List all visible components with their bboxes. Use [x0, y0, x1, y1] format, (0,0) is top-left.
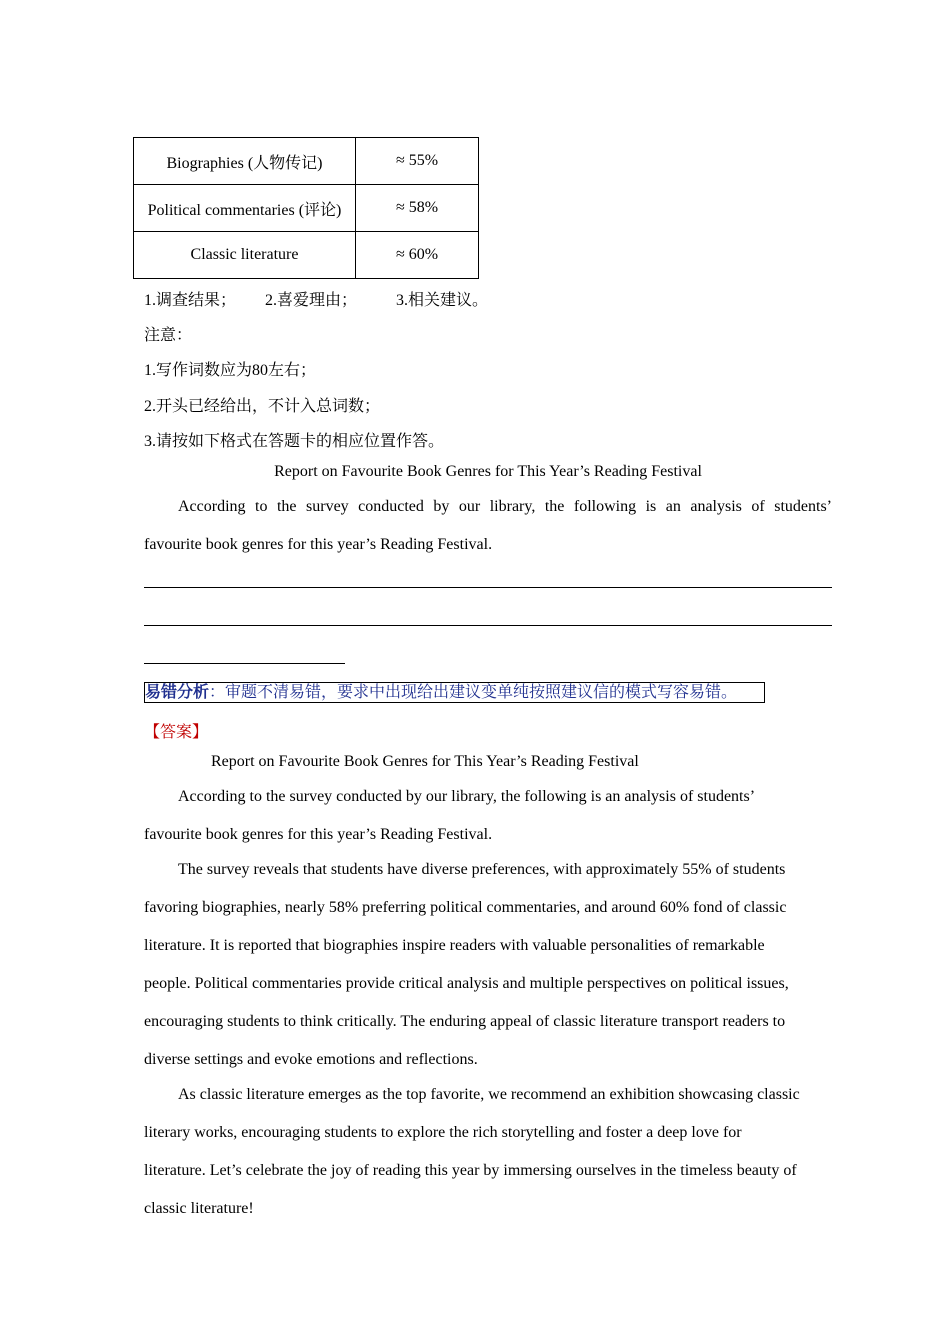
answer-line: As classic literature emerges as the top favorite, we recommend an exhibition showcasing classic [178, 1086, 800, 1103]
answer-blank-line [144, 663, 345, 664]
genre-cell: Biographies (人物传记) [134, 138, 356, 185]
prompt-line: favourite book genres for this year’s Reading Festival. [144, 536, 493, 553]
percent-cell: ≈ 58% [356, 185, 479, 232]
prompt-line: According to the survey conducted by our library, the following is an analysis of students’ [178, 498, 832, 515]
answer-line: favourite book genres for this year’s Reading Festival. [144, 826, 493, 843]
table-row [134, 232, 479, 279]
answer-title: Report on Favourite Book Genres for This Year’s Reading Festival [211, 753, 639, 770]
error-analysis-text: 审题不清易错，要求中出现给出建议变单纯按照建议信的模式写容易错。 [225, 684, 738, 701]
answer-line: literature. It is reported that biographies inspire readers with valuable personalities of remarkable [144, 937, 765, 954]
note-item: 3.请按如下格式在答题卡的相应位置作答。 [144, 433, 445, 450]
table-row [134, 185, 479, 232]
prompt-title: Report on Favourite Book Genres for This Year’s Reading Festival [274, 463, 702, 480]
point-survey-results: 1.调查结果； [144, 292, 237, 309]
answer-line: favoring biographies, nearly 58% preferring political commentaries, and around 60% fond of classic [144, 899, 787, 916]
answer-blank-line [144, 587, 832, 588]
answer-line: The survey reveals that students have diverse preferences, with approximately 55% of students [178, 861, 786, 878]
notes-heading: 注意： [144, 327, 193, 344]
genre-cell: Political commentaries (评论) [134, 185, 356, 232]
error-analysis-colon: ： [209, 684, 226, 701]
error-analysis-label: 易错分析 [145, 684, 210, 701]
note-item: 2.开头已经给出，不计入总词数； [144, 398, 381, 415]
genre-cell: Classic literature [134, 232, 356, 279]
answer-line: literary works, encouraging students to explore the rich storytelling and foster a deep love for [144, 1124, 742, 1141]
answer-line: diverse settings and evoke emotions and reflections. [144, 1051, 478, 1068]
answer-line: encouraging students to think critically. The enduring appeal of classic literature transport readers to [144, 1013, 786, 1030]
error-analysis-box [144, 682, 765, 703]
point-reasons: 2.喜爱理由； [265, 292, 358, 309]
point-suggestions: 3.相关建议。 [396, 292, 489, 309]
answer-line: According to the survey conducted by our library, the following is an analysis of students’ [178, 788, 756, 805]
answer-label: 【答案】 [144, 724, 209, 741]
table-row [134, 138, 479, 185]
answer-line: literature. Let’s celebrate the joy of reading this year by immersing ourselves in the timeless beauty of [144, 1162, 797, 1179]
answer-line: classic literature! [144, 1200, 254, 1217]
genre-table [133, 137, 479, 279]
note-item: 1.写作词数应为80左右； [144, 362, 317, 379]
answer-blank-line [144, 625, 832, 626]
percent-cell: ≈ 55% [356, 138, 479, 185]
answer-line: people. Political commentaries provide critical analysis and multiple perspectives on political issues, [144, 975, 789, 992]
percent-cell: ≈ 60% [356, 232, 479, 279]
